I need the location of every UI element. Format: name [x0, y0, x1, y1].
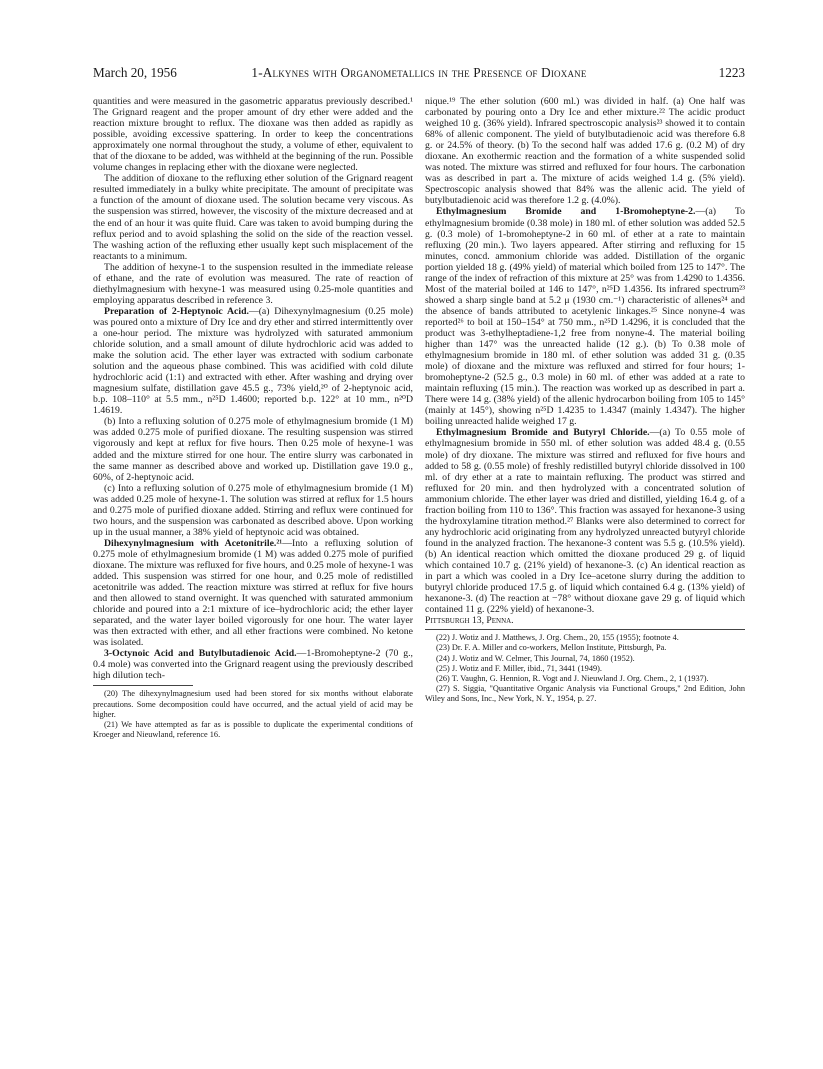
page-number: 1223 [718, 65, 745, 80]
body-paragraph [93, 96, 413, 173]
footnote: (23) Dr. F. A. Miller and co-workers, Mellon Institute, Pittsburgh, Pa. [436, 643, 667, 653]
section-heading: Preparation of 2-Heptynoic Acid. [104, 305, 249, 317]
section-heading: Ethylmagnesium Bromide and 1-Bromoheptyne-2. [436, 206, 696, 218]
footnote: (21) We have attempted as far as is possible to duplicate the experimental conditions of Kroeger and Nieuwland, reference 16. [93, 720, 413, 740]
paragraph-text: —Into a refluxing solution of 0.275 mole of ethylmagnesium bromide (1 M) was added 0.275 mole of purified dioxane. The mixture was refluxed for five hours, and 0.25 mole of hexyne-1 was added. This suspension was stirred for one hour, and 0.25 mole of redistilled acetonitrile was added. The reaction mixture was stirred at reflux for five hours and then allowed to stand overnight. It was quenched with saturated ammonium chloride and poured into a 2:1 mixture of ice–hydrochloric acid; the ether layer separated, and the water layer boiled vigorously for one hour. The water layer was then extracted with ether, and all ether fractions were combined. No ketone was isolated. [93, 537, 413, 649]
paragraph-text: —1-Bromoheptyne-2 (70 g., 0.4 mole) was converted into the Grignard reagent using the previously described high dilution tech- [93, 648, 413, 682]
body-paragraph [93, 306, 413, 416]
footnote-rule [93, 685, 193, 686]
body-paragraph [93, 483, 413, 538]
body-paragraph [93, 416, 413, 482]
paragraph-text: The addition of dioxane to the refluxing ether solution of the Grignard reagent resulted immediately in a bulky white precipitate. The amount of precipitate was a function of the amount of dioxane used. The solution became very viscous. As the suspension was stirred, however, the viscosity of the mixture decreased and at the end of an hour it was quite fluid. Care was taken to avoid bumping during the reflux period and to avoid splashing the solid on the side of the reaction vessel. The washing action of the refluxing ether usually kept such misplacement of the reactants to a minimum. [93, 173, 413, 262]
paragraph-text: —(a) To 0.55 mole of ethylmagnesium bromide in 550 ml. of ether solution was added 48.4 g. (0.55 mole) of dry dioxane. The mixture was stirred and refluxed for five hours and added to 58 g. (0.55 mole) of freshly redistilled butyryl chloride dissolved in 100 ml. of dry ether at a rate to maintain refluxing. The product was stirred and refluxed for 20 min. and then hydrolyzed with a concentrated solution of ammonium chloride. The ether layer was dried and distilled, yielding 16.4 g. of a fraction boiling from 110 to 136°. This fraction was assayed for hexanone-3 using the hydroxylamine titration method.²⁷ Blanks were also determined to correct for any hydrochloric acid originating from any hydrolyzed unreacted butyryl chloride found in the analyzed fraction. The hexanone-3 content was 5.5 g. (10.5% yield). (b) An identical reaction which omitted the dioxane produced 29 g. of liquid which contained 10.7 g. (21% yield) of hexanone-3. (c) An identical reaction as in part a which was cooled in a Dry Ice–acetone slurry during the addition to butyryl chloride produced 17.5 g. of liquid which contained 6.4 g. (13% yield) of hexanone-3. (d) The reaction at −78° without dioxane gave 29 g. of liquid which contained 11 g. (22% yield) of hexanone-3. [425, 427, 745, 616]
section-heading: Dihexynylmagnesium with Acetonitrile.²¹ [104, 537, 283, 549]
paragraph-text: —(a) Dihexynylmagnesium (0.25 mole) was poured onto a mixture of Dry Ice and dry ether and stirred intermittently over a one-hour period. The mixture was hydrolyzed with saturated ammonium chloride solution, and a small amount of dilute hydrochloric acid was added to make the solution acid. The ether layer was extracted with sodium carbonate solution and the aqueous phase combined. This was acidified with cold dilute hydrochloric acid (1:1) and extracted with ether. After washing and drying over magnesium sulfate, distillation gave 45.5 g., 73% yield,²⁰ of 2-heptynoic acid, b.p. 108–110° at 5.5 mm., n²⁵D 1.4600; reported b.p. 122° at 10 mm., n²⁰D 1.4619. [93, 305, 413, 417]
section-heading: Ethylmagnesium Bromide and Butyryl Chloride. [436, 427, 650, 439]
body-paragraph [425, 206, 745, 427]
running-title: 1-Alkynes with Organometallics in the Presence of Dioxane [251, 65, 587, 80]
affiliation-place: Pittsburgh 13, Penna. [425, 615, 514, 627]
issue-date: March 20, 1956 [93, 65, 177, 80]
body-paragraph [425, 427, 745, 615]
footnote: (24) J. Wotiz and W. Celmer, This Journal, 74, 1860 (1952). [436, 653, 635, 663]
section-heading: 3-Octynoic Acid and Butylbutadienoic Acid. [104, 648, 297, 660]
footnote: (22) J. Wotiz and J. Matthews, J. Org. Chem., 20, 155 (1955); footnote 4. [436, 633, 679, 643]
paragraph-text: quantities and were measured in the gasometric apparatus previously described.¹ The Grignard reagent and the proper amount of dry ether were added and the reaction mixture brought to reflux. The dioxane was then added as rapidly as possible, avoiding excessive spattering. In order to keep the concentrations approximately one normal throughout the study, a volume of ether, equivalent to that of the dioxane to be added, was withheld at the beginning of the run. Possible volume changes in replacing ether with the dioxane were neglected. [93, 96, 413, 174]
running-header [93, 64, 745, 82]
body-paragraph [93, 173, 413, 261]
body-paragraph [93, 262, 413, 306]
footnote: (27) S. Siggia, "Quantitative Organic Analysis via Functional Groups," 2nd Edition, John Wiley and Sons, Inc., New York, N. Y., 1954, p. 27. [425, 684, 745, 704]
paragraph-text: (b) Into a refluxing solution of 0.275 mole of ethylmagnesium bromide (1 M) was added 0.275 mole of purified dioxane. The resulting suspension was stirred vigorously and kept at reflux for five hours. Then 0.25 mole of hexyne-1 was added and the mixture stirred for one hour. The entire slurry was carbonated in the same manner as described above and worked up. Distillation gave 19.0 g., 60%, of 2-heptynoic acid. [93, 416, 413, 483]
body-paragraph [93, 538, 413, 648]
footnote: (20) The dihexynylmagnesium used had been stored for six months without elaborate precautions. Some decomposition could have occurred, and the actual yield of acid may be higher. [93, 689, 413, 719]
paragraph-text: The addition of hexyne-1 to the suspension resulted in the immediate release of ethane, and the rate of evolution was measured. The rate of reaction of diethylmagnesium with hexyne-1 was measured using 0.25-mole quantities and employing apparatus described in reference 3. [93, 261, 413, 306]
right-column [425, 96, 745, 705]
footnote: (26) T. Vaughn, G. Hennion, R. Vogt and J. Nieuwland J. Org. Chem., 2, 1 (1937). [436, 674, 709, 684]
left-column [93, 96, 413, 741]
footnote-rule [425, 629, 745, 630]
paragraph-text: (c) Into a refluxing solution of 0.275 mole of ethylmagnesium bromide (1 M) was added 0.25 mole of hexyne-1. The solution was stirred at reflux for 1.5 hours and 0.275 mole of purified dioxane added. Stirring and reflux were continued for two hours, and the suspension was carbonated as described above. Upon working up in the usual manner, a 38% yield of heptynoic acid was obtained. [93, 482, 413, 538]
paragraph-text: —(a) To ethylmagnesium bromide (0.38 mole) in 180 ml. of ether solution was added 52.5 g. (0.3 mole) of 1-bromoheptyne-2 in 60 ml. of ether at a rate to maintain refluxing (20 min.). Two layers appeared. After stirring and refluxing for 15 minutes, concd. ammonium chloride was added. Distillation of the organic portion yielded 18 g. (49% yield) of material which boiled from 125 to 147°. The range of the index of refraction of this mixture at 25° was from 1.4290 to 1.4356. Most of the material boiled at 146 to 147°, n²⁵D 1.4356. Its infrared spectrum²³ showed a sharp single band at 5.2 μ (1930 cm.⁻¹) characteristic of allenes²⁴ and the absence of bands attributed to acetylenic linkages.²⁵ Since nonyne-4 was reported²⁶ to boil at 150–154° at 750 mm., n²⁵D 1.4296, it is concluded that the product was 3-ethylheptadiene-1,2 free from nonyne-4. The material boiling higher than 147° was the unreacted halide (12 g.). (b) To 0.38 mole of ethylmagnesium bromide in 180 ml. of ether solution was added 31 g. (0.35 mole) of dioxane and the mixture was refluxed and stirred for four hours; 1-bromoheptyne-2 (52.5 g., 0.3 mole) in 60 ml. of ether was added at a rate to maintain refluxing (15 min.). The reaction was worked up as described in part a. There were 14 g. (38% yield) of the allenic hydrocarbon boiling from 105 to 145° (mainly at 145°), showing n²⁵D 1.4235 to 1.4347 (mainly 1.4347). The higher boiling unreacted halide weighed 17 g. [425, 206, 745, 428]
footnote: (25) J. Wotiz and F. Miller, ibid., 71, 3441 (1949). [436, 663, 602, 673]
body-paragraph [93, 648, 413, 681]
body-paragraph [425, 96, 745, 206]
paragraph-text: nique.¹⁹ The ether solution (600 ml.) was divided in half. (a) One half was carbonated by pouring onto a Dry Ice and ether mixture.²² The acidic product weighed 10 g. (36% yield). Infrared spectroscopic analysis²³ showed it to contain 68% of allenic component. The yield of butylbutadienoic acid was therefore 6.8 g. or 24.5% of theory. (b) To the second half was added 17.6 g. (0.2 M) of dry dioxane. An exothermic reaction and the formation of a white suspended solid was noted. The mixture was stirred and refluxed for four hours. The carbonation was as described in part a. The mixture of acids weighed 1.4 g. (5% yield). Spectroscopic analysis showed that 84% was the allenic acid. The yield of butylbutadienoic acid was therefore 1.2 g. (4.0%). [425, 96, 745, 207]
